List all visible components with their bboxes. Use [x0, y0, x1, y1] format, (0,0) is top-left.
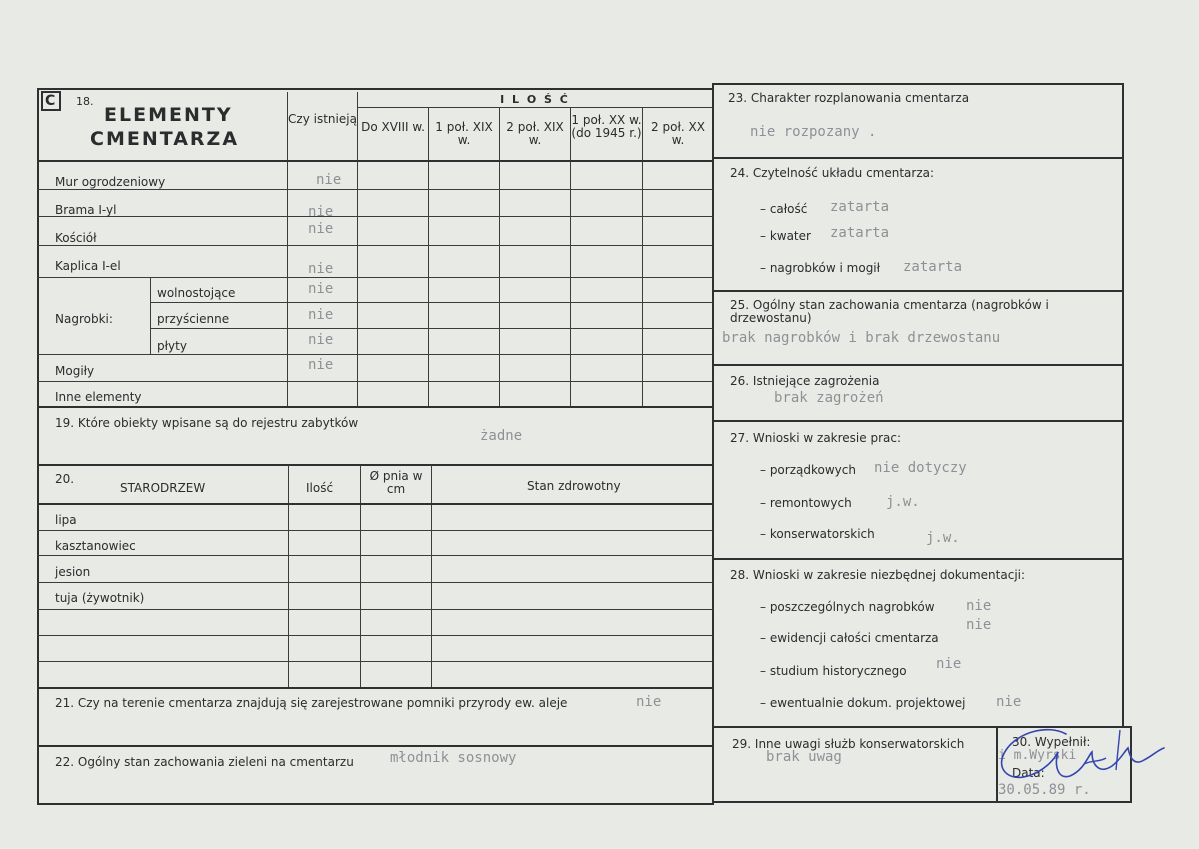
q20-bottom-line — [37, 687, 714, 689]
q24-item-label: – całość — [760, 202, 808, 216]
header-period-3: 2 poł. XIX w. — [506, 120, 564, 147]
q22-value: młodnik sosnowy — [390, 750, 517, 766]
tree-col-divider-2 — [360, 465, 361, 687]
q30-date-label: Data: — [1012, 766, 1045, 780]
q23-label: 23. Charakter rozplanowania cmentarza — [728, 91, 970, 105]
tree-label: lipa — [55, 513, 77, 527]
row-line — [150, 328, 713, 329]
q22-label: 22. Ogólny stan zachowania zieleni na cmentarzu — [55, 755, 354, 769]
row-line — [150, 302, 713, 303]
tree-row-line — [37, 555, 713, 556]
tree-row-line — [37, 661, 713, 662]
q24-item-label: – nagrobków i mogił — [760, 261, 881, 275]
q24-item-value: zatarta — [903, 259, 963, 275]
nagrobki-divider — [150, 277, 151, 354]
header-ilosc: I L O Ś Ć — [500, 93, 570, 106]
row-line — [37, 406, 714, 408]
element-value: nie — [308, 204, 334, 220]
element-value: nie — [308, 307, 334, 323]
section-number: 18. — [76, 95, 94, 108]
element-label: Brama I-yl — [55, 203, 117, 217]
col-divider-p1 — [428, 107, 429, 406]
q25-value: brak nagrobków i brak drzewostanu — [722, 330, 1001, 346]
q20-number: 20. — [55, 472, 75, 486]
nagrobki-label: Nagrobki: — [55, 312, 113, 326]
element-value: nie — [308, 332, 334, 348]
frame-top-left — [37, 88, 714, 90]
section-title-line2: CMENTARZA — [90, 128, 240, 150]
col-divider-p3 — [570, 107, 571, 406]
ilosc-underline — [357, 107, 713, 108]
row-line — [37, 277, 713, 278]
element-label: Kaplica I-el — [55, 259, 121, 273]
element-label: Inne elementy — [55, 390, 142, 404]
col-divider-p2 — [499, 107, 500, 406]
q28-item-label: – ewentualnie dokum. projektowej — [760, 696, 966, 710]
q19-bottom-line — [37, 464, 714, 466]
frame-bottom-right — [712, 801, 1132, 803]
tree-row-line — [37, 530, 713, 531]
q28-item-value: nie — [936, 656, 962, 672]
tree-col-divider-1 — [288, 465, 289, 687]
q27-item-value: j.w. — [886, 494, 920, 510]
q20-col-stan: Stan zdrowotny — [527, 479, 621, 493]
q29-value: brak uwag — [766, 749, 842, 765]
header-period-5: 2 poł. XX w. — [651, 120, 705, 147]
q20-col-pnia: Ø pnia w cm — [369, 469, 423, 496]
q21-label: 21. Czy na terenie cmentarza znajdują się zarejestrowane pomniki przyrody ew. aleje — [55, 696, 568, 710]
q28-item-value: nie — [966, 598, 992, 614]
q19-label: 19. Które obiekty wpisane są do rejestru zabytków — [55, 416, 359, 430]
element-value: nie — [316, 172, 342, 188]
q27-label: 27. Wnioski w zakresie prac: — [730, 431, 902, 445]
header-period-1: Do XVIII w. — [361, 120, 425, 134]
q30-label: 30. Wypełnił: — [1012, 735, 1091, 749]
header-period-4: 1 poł. XX w. (do 1945 r.) — [571, 113, 642, 140]
frame-right-upper — [1122, 83, 1124, 728]
header-period-2: 1 poł. XIX w. — [435, 120, 493, 147]
frame-bottom-left — [37, 803, 714, 805]
q27-item-value: j.w. — [926, 530, 960, 546]
element-label: Mogiły — [55, 364, 95, 378]
q25-label: 25. Ogólny stan zachowania cmentarza (nagrobków i drzewostanu) — [730, 298, 1049, 325]
q20-col-ilosc: Ilość — [306, 481, 334, 495]
tree-label: tuja (żywotnik) — [55, 591, 145, 605]
q23-bottom-line — [713, 157, 1123, 159]
q19-value: żadne — [480, 428, 523, 444]
q24-label: 24. Czytelność układu cmentarza: — [730, 166, 935, 180]
q27-item-label: – konserwatorskich — [760, 527, 875, 541]
header-bottom-line — [37, 160, 714, 162]
row-line — [37, 216, 713, 217]
tree-row-line — [37, 609, 713, 610]
element-value: nie — [308, 281, 334, 297]
q27-item-label: – porządkowych — [760, 463, 856, 477]
col-divider-p4 — [642, 107, 643, 406]
frame-left — [37, 88, 39, 804]
q28-label: 28. Wnioski w zakresie niezbędnej dokumentacji: — [730, 568, 1026, 582]
element-value: nie — [308, 357, 334, 373]
element-label: Kościół — [55, 231, 97, 245]
q30-name: i m.Wyrski — [998, 748, 1077, 763]
row-line — [37, 189, 713, 190]
element-label: przyścienne — [157, 312, 230, 326]
tree-row-line — [37, 635, 713, 636]
element-label: wolnostojące — [157, 286, 236, 300]
q27-item-value: nie dotyczy — [874, 460, 967, 476]
col-divider-ilosc — [357, 92, 358, 406]
element-label: płyty — [157, 339, 187, 353]
element-value: nie — [308, 261, 334, 277]
q27-bottom-line — [713, 558, 1123, 560]
section-code: C — [45, 93, 56, 109]
frame-middle — [712, 83, 714, 805]
q20-title: STARODRZEW — [120, 481, 206, 495]
q21-bottom-line — [37, 745, 714, 747]
q26-value: brak zagrożeń — [774, 390, 884, 406]
q27-item-label: – remontowych — [760, 496, 852, 510]
tree-label: jesion — [55, 565, 91, 579]
q28-item-value: nie — [996, 694, 1022, 710]
signature-icon — [988, 722, 1168, 792]
header-czy-istnieja: Czy istnieją — [288, 112, 357, 126]
q26-label: 26. Istniejące zagrożenia — [730, 374, 880, 388]
tree-label: kasztanowiec — [55, 539, 136, 553]
q28-item-label: – ewidencji całości cmentarza — [760, 631, 939, 645]
q25-bottom-line — [713, 364, 1123, 366]
q21-value: nie — [636, 694, 662, 710]
q29-label: 29. Inne uwagi służb konserwatorskich — [732, 737, 965, 751]
q26-bottom-line — [713, 420, 1123, 422]
q24-item-label: – kwater — [760, 229, 811, 243]
section-title-line1: ELEMENTY — [104, 104, 233, 126]
q24-bottom-line — [713, 290, 1123, 292]
q28-item-value: nie — [966, 617, 992, 633]
row-line — [37, 381, 713, 382]
q23-value: nie rozpozany . — [750, 124, 877, 140]
col-divider-czy — [287, 92, 288, 406]
element-value: nie — [308, 221, 334, 237]
q24-item-value: zatarta — [830, 199, 890, 215]
tree-row-line — [37, 582, 713, 583]
q28-item-label: – poszczególnych nagrobków — [760, 600, 935, 614]
row-line — [37, 245, 713, 246]
element-label: Mur ogrodzeniowy — [55, 175, 166, 189]
frame-top-right — [712, 83, 1122, 85]
q30-date: 30.05.89 r. — [998, 782, 1091, 798]
q20-header-line — [37, 503, 714, 505]
row-line — [37, 354, 713, 355]
tree-col-divider-3 — [431, 465, 432, 687]
q24-item-value: zatarta — [830, 225, 890, 241]
q28-item-label: – studium historycznego — [760, 664, 907, 678]
